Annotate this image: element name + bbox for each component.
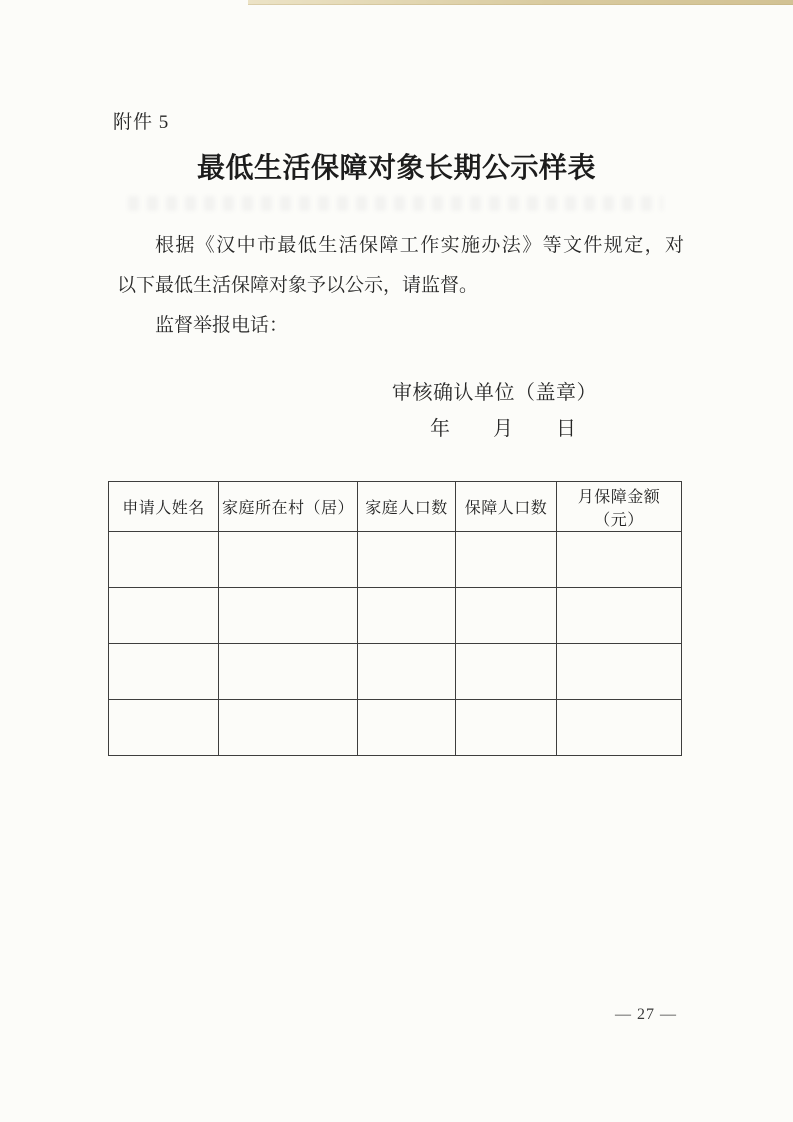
table-cell (456, 700, 557, 756)
benefit-notice-table (108, 481, 682, 756)
table-cell (456, 532, 557, 588)
header-family-size: 家庭人口数 (358, 482, 456, 532)
table-row (109, 588, 682, 644)
bleed-through-artifact (128, 196, 663, 211)
page-title: 最低生活保障对象长期公示样表 (196, 152, 596, 183)
table-cell (456, 644, 557, 700)
table-cell (557, 700, 682, 756)
date-line (430, 412, 576, 441)
table-cell (109, 700, 219, 756)
table-cell (557, 532, 682, 588)
table-row (109, 644, 682, 700)
header-applicant-name: 申请人姓名 (109, 482, 219, 532)
date-day-label: 日 (556, 418, 576, 440)
table-cell (219, 588, 358, 644)
supervision-hotline-line: 监督举报电话： (155, 315, 289, 336)
stamp-unit-line: 审核确认单位（盖章） (392, 382, 597, 404)
header-monthly-amount: 月保障金额（元） (557, 482, 682, 532)
table-cell (109, 532, 219, 588)
table-cell (557, 644, 682, 700)
header-village: 家庭所在村（居） (219, 482, 358, 532)
paragraph-line-2: 以下最低生活保障对象予以公示，请监督。 (117, 275, 479, 296)
table-cell (219, 700, 358, 756)
page-number: — 27 — (615, 1006, 677, 1023)
table-cell (358, 700, 456, 756)
table-cell (456, 588, 557, 644)
table-cell (109, 644, 219, 700)
table-cell (219, 532, 358, 588)
header-covered-persons: 保障人口数 (456, 482, 557, 532)
table-cell (109, 588, 219, 644)
date-year-label: 年 (430, 418, 450, 440)
scan-edge-artifact (248, 0, 793, 5)
date-month-label: 月 (493, 418, 513, 440)
table-cell (358, 644, 456, 700)
table-cell (557, 588, 682, 644)
table-row (109, 532, 682, 588)
attachment-label: 附件 5 (113, 112, 170, 133)
table-body (109, 532, 682, 756)
table-row (109, 700, 682, 756)
table-cell (219, 644, 358, 700)
paragraph-line-1: 根据《汉中市最低生活保障工作实施办法》等文件规定，对 (155, 235, 686, 256)
table-cell (358, 532, 456, 588)
body-paragraph (117, 226, 687, 346)
table-cell (358, 588, 456, 644)
table-header-row (109, 482, 682, 532)
